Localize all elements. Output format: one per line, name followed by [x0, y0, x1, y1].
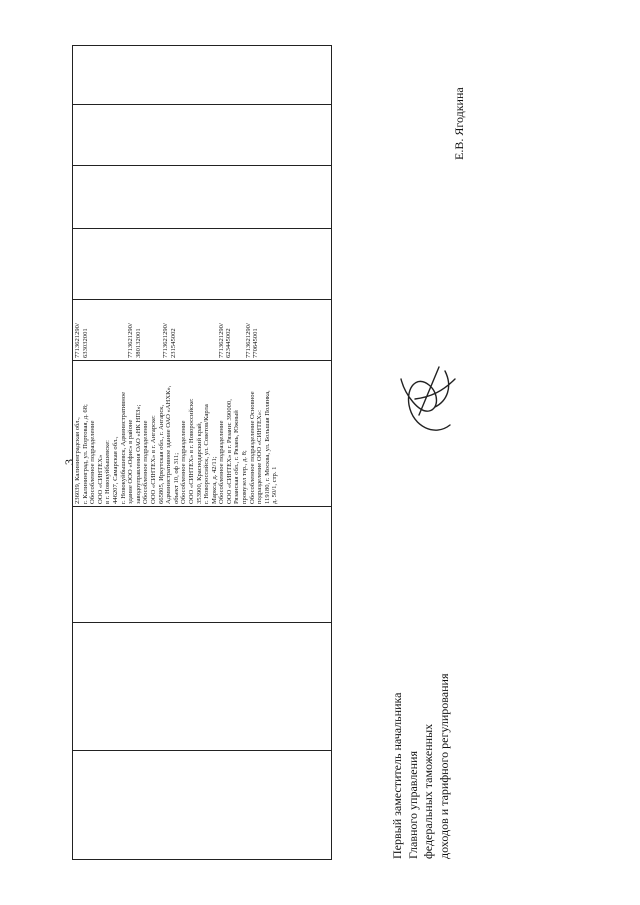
- inn-kpp-entry: 7713621290/ 231545002: [162, 323, 177, 358]
- address-line: д. 50/1, стр. 1: [271, 466, 279, 504]
- position-line: доходов и тарифного регулирования: [436, 673, 451, 859]
- position-line: Первый заместитель начальника: [390, 692, 404, 859]
- data-table: [72, 45, 332, 860]
- address-line: Маркса, д. 42/11;: [210, 456, 218, 504]
- position-line: Главного управления: [405, 751, 420, 859]
- table-cell-empty: [73, 751, 332, 860]
- address-line: здание ООО «Офис» в районе: [127, 419, 135, 504]
- address-line: 236039, Калининградская обл.,: [74, 417, 81, 504]
- address-line: 353900, Краснодарский край,: [195, 421, 203, 504]
- address-line: Обособленное подразделение Основное: [248, 391, 256, 504]
- address-line: объект 10, оф 311;: [172, 452, 180, 504]
- inn-kpp-entry: 7713621290/ 623445002: [217, 323, 233, 358]
- address-line: Обособленное подразделение: [89, 420, 97, 504]
- address-line: 665805, Иркутская обл., г. Ангарск,: [157, 404, 165, 504]
- address-line: заводоуправления ОАО «НК НПЗ»;: [134, 404, 142, 504]
- address-line: подразделение ООО «СИНТЕХ»:: [256, 410, 264, 504]
- address-line: ООО «СИНТЕХ» в г. Рязани: 390000,: [225, 399, 233, 504]
- table-cell-empty: [73, 105, 332, 166]
- signatory-position: [390, 674, 452, 859]
- address-line: Обособленное подразделение: [180, 420, 188, 504]
- table-cell-empty: [73, 229, 332, 300]
- address-line: Обособленное подразделение: [142, 420, 150, 504]
- position-line: федеральных таможенных: [421, 723, 435, 859]
- address-line: г. Новокуйбышевск, Административное: [119, 391, 127, 504]
- address-line: Обособленное подразделение: [218, 420, 226, 504]
- table-cell-addresses: [73, 361, 332, 507]
- inn-kpp-entry: 7713621290/ 380132001: [127, 323, 142, 358]
- address-line: 446207, Самарская обл.,: [111, 436, 119, 504]
- table-cell-inn-kpp: [73, 300, 332, 361]
- address-line: Административное здание ОАО «АНХК»,: [165, 385, 173, 504]
- table-cell-empty: [73, 166, 332, 229]
- address-line: 119180, г. Москва, ул. Большая Полянка,: [263, 390, 271, 504]
- address-line: промузел тер., д. 8;: [241, 450, 249, 504]
- table-cell-empty: [73, 46, 332, 105]
- page-number: 3: [62, 459, 76, 465]
- address-line: г. Калининград, ул. Портовая, д. 68;: [81, 404, 89, 504]
- table-cell-empty: [73, 507, 332, 623]
- address-line: ООО «СИНТЕХ» в г. Ангарске:: [149, 415, 157, 504]
- address-list: [73, 361, 280, 506]
- inn-kpp-entry: 7713621290/ 770645001: [244, 323, 260, 358]
- address-line: ООО «СИНТЕХ» в г. Новороссийске:: [187, 398, 195, 504]
- inn-kpp-list: [73, 300, 261, 360]
- address-line: ООО «СИНТЕХ»: [96, 454, 104, 504]
- handwritten-signature: [395, 355, 465, 445]
- inn-kpp-entry: 7713621290/ 633032001: [74, 323, 89, 358]
- table-row: [73, 46, 332, 860]
- table-cell-empty: [73, 623, 332, 751]
- signer-name: Е.В. Ягодкина: [452, 87, 466, 160]
- address-line: Рязанская обл., г. Рязань, Южный: [233, 410, 241, 504]
- address-line: в г. Новокуйбышевске:: [104, 440, 112, 504]
- address-line: г. Новороссийск, ул. Советов/Карла: [203, 404, 211, 504]
